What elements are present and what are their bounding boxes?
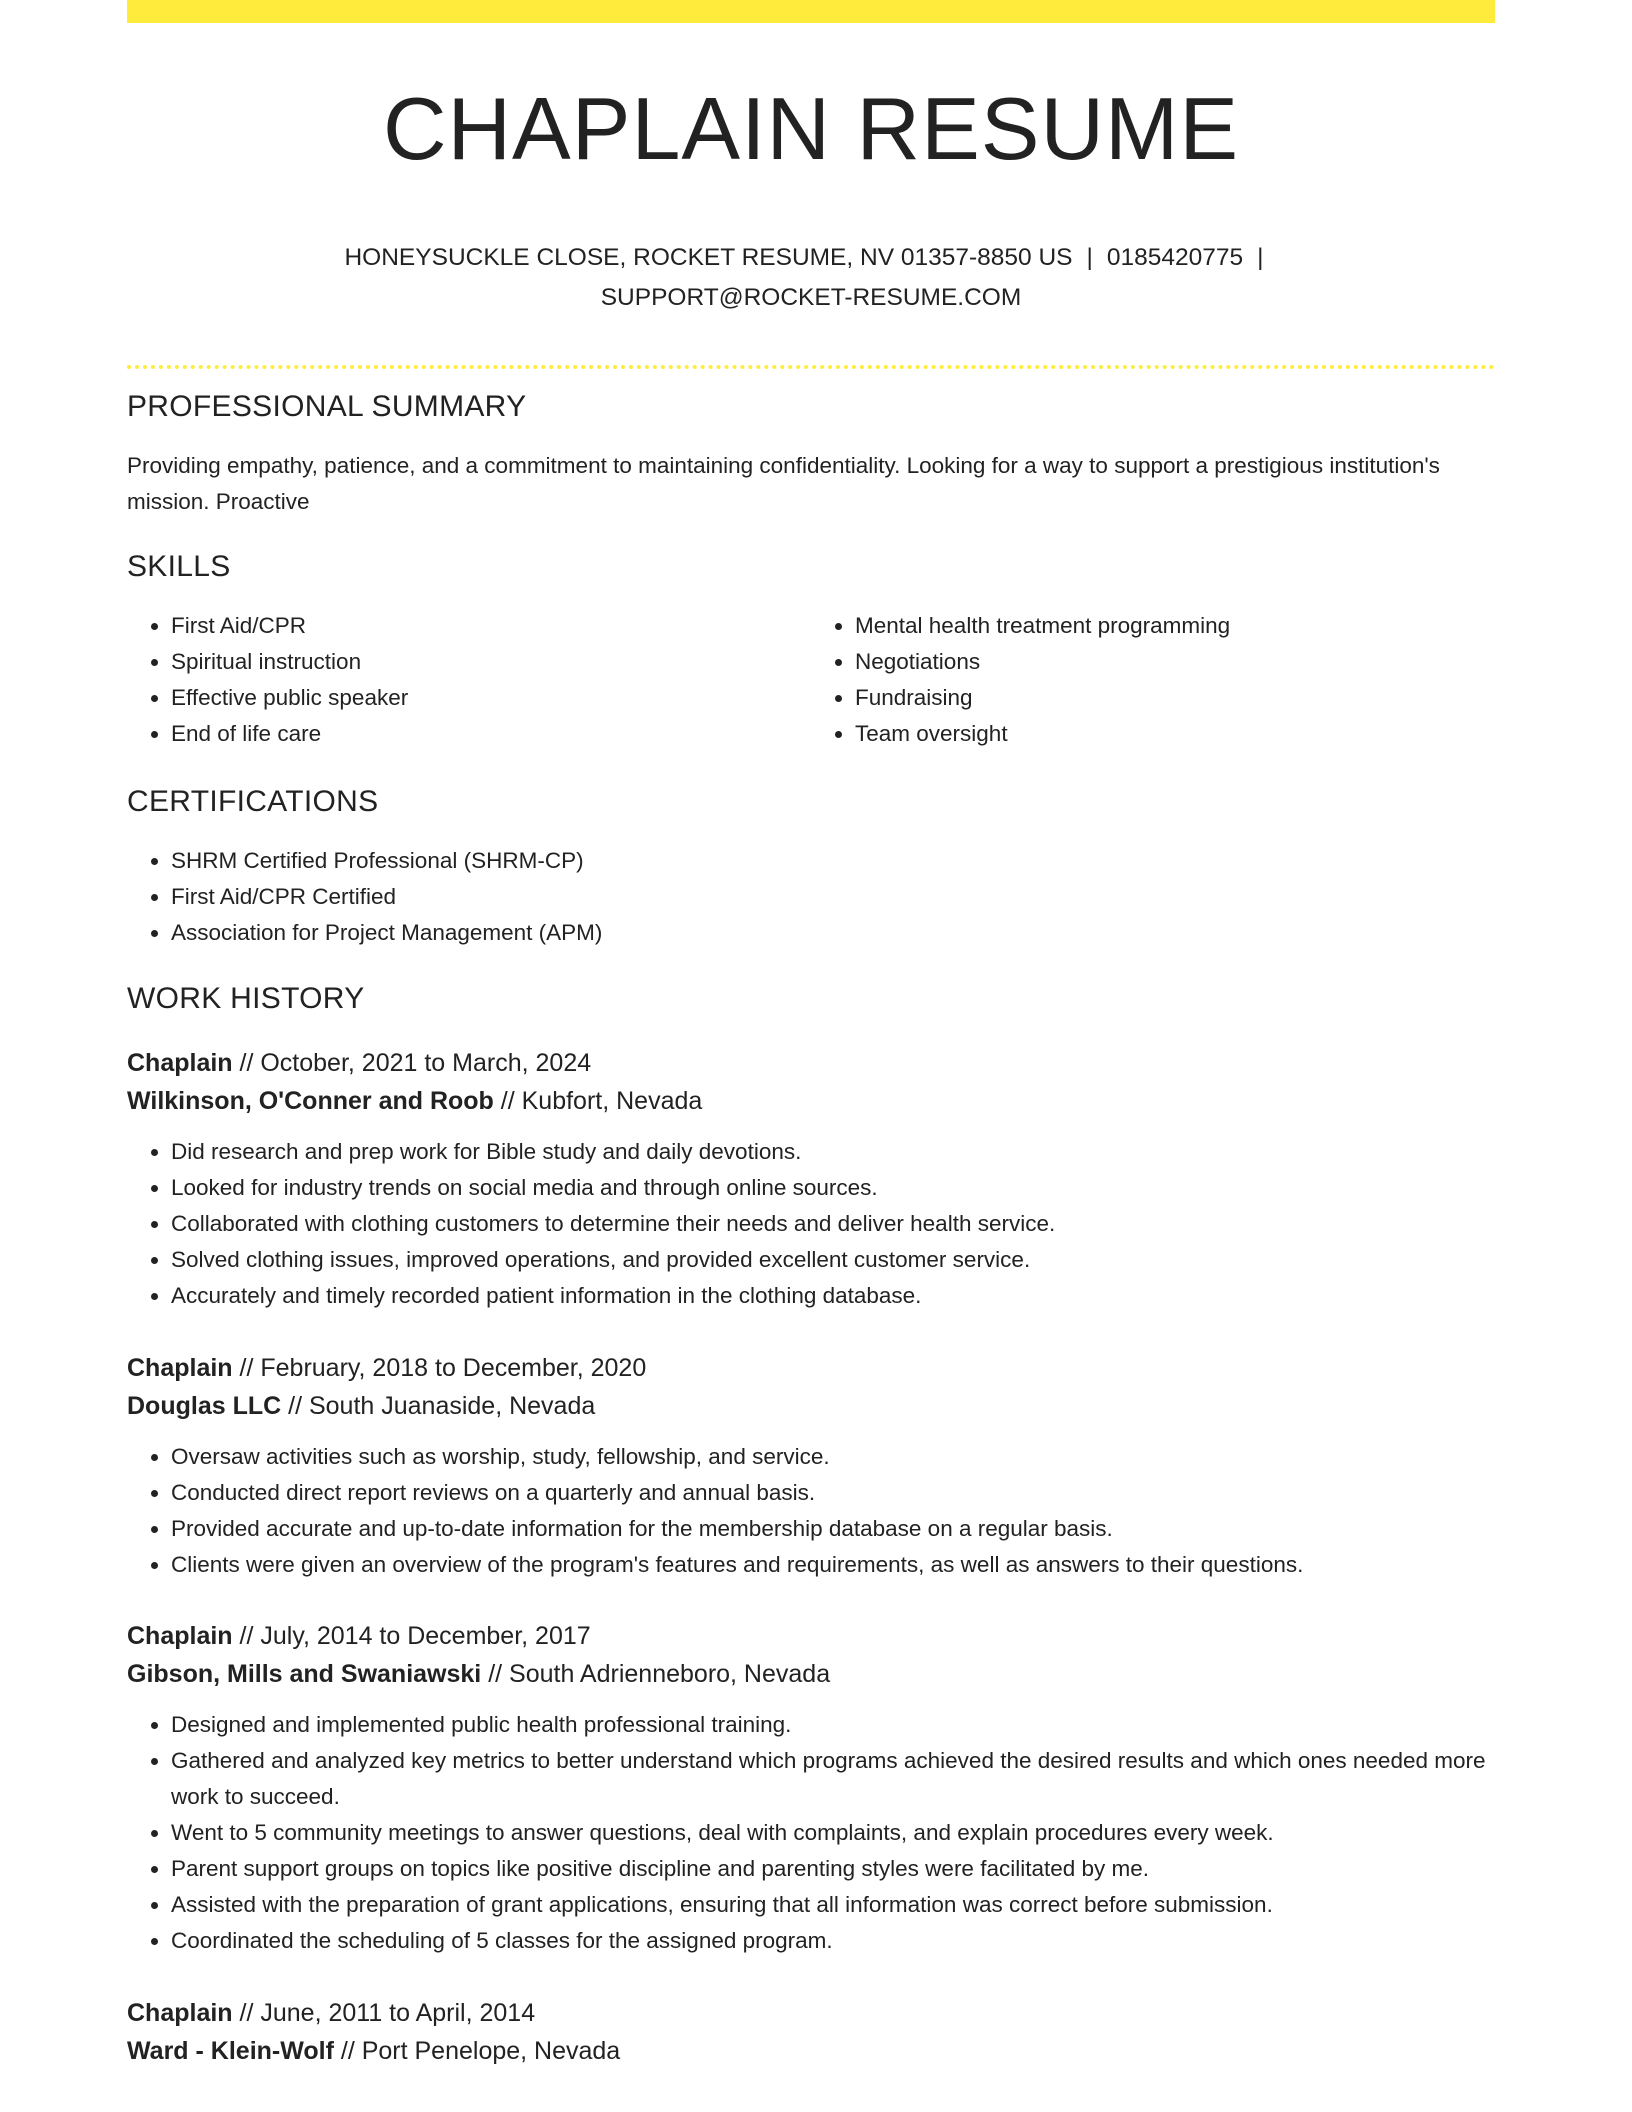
- job-dates: // July, 2014 to December, 2017: [232, 1622, 591, 1650]
- job-entry: [127, 1617, 1495, 1959]
- job-employer: Wilkinson, O'Conner and Roob: [127, 1087, 494, 1115]
- job-duty: • Designed and implemented public health professional training.: [171, 1707, 1495, 1743]
- job-entry: [127, 1044, 1495, 1314]
- contact-email: SUPPORT@ROCKET-RESUME.COM: [600, 283, 1022, 311]
- job-title-line: [127, 1349, 1495, 1387]
- job-duty: • Solved clothing issues, improved operations, and provided excellent customer service.: [171, 1242, 1495, 1278]
- certifications-section: [127, 785, 1495, 951]
- skills-list-left: [127, 608, 811, 752]
- accent-top-bar: [127, 0, 1495, 23]
- job-duties-list: [127, 1707, 1495, 1959]
- resume-page: [127, 0, 1495, 2065]
- contact-separator: |: [1086, 243, 1093, 271]
- skills-section: [127, 550, 1495, 752]
- job-employer-line: [127, 1655, 1495, 1693]
- certifications-list: [127, 843, 1495, 951]
- certifications-heading: CERTIFICATIONS: [127, 785, 379, 818]
- job-duty: • Assisted with the preparation of grant applications, ensuring that all information was correct before submission.: [171, 1887, 1495, 1923]
- job-duty: • Looked for industry trends on social media and through online sources.: [171, 1170, 1495, 1206]
- certification-item: • SHRM Certified Professional (SHRM-CP): [171, 843, 1495, 879]
- job-location: // Kubfort, Nevada: [493, 1087, 703, 1115]
- certification-item: • Association for Project Management (APM): [171, 915, 1495, 951]
- job-employer: Gibson, Mills and Swaniawski: [127, 1660, 482, 1688]
- skill-item: • Effective public speaker: [171, 680, 811, 716]
- job-entry: [127, 1994, 1495, 2070]
- job-title: Chaplain: [127, 1999, 233, 2027]
- skill-item: • End of life care: [171, 716, 811, 752]
- job-employer-line: [127, 1082, 1495, 1120]
- job-dates: // February, 2018 to December, 2020: [232, 1354, 647, 1382]
- summary-section: [127, 390, 1495, 520]
- summary-text: Providing empathy, patience, and a commitment to maintaining confidentiality. Looking for a way to support a prestigious institution's mission. Proactive: [127, 453, 1440, 514]
- contact-address: HONEYSUCKLE CLOSE, ROCKET RESUME, NV 01357-8850 US: [344, 243, 1073, 271]
- job-duty: • Did research and prep work for Bible study and daily devotions.: [171, 1134, 1495, 1170]
- job-employer: Ward - Klein-Wolf: [127, 2037, 334, 2065]
- work-history-section: [127, 982, 1495, 1016]
- job-title-line: [127, 1994, 1495, 2032]
- job-duty: • Parent support groups on topics like positive discipline and parenting styles were facilitated by me.: [171, 1851, 1495, 1887]
- job-dates: // June, 2011 to April, 2014: [232, 1999, 536, 2027]
- contact-info: [127, 238, 1495, 318]
- contact-separator: |: [1257, 243, 1264, 271]
- job-title: Chaplain: [127, 1622, 233, 1650]
- skill-item: • Team oversight: [855, 716, 1495, 752]
- skill-item: • Negotiations: [855, 644, 1495, 680]
- job-location: // South Juanaside, Nevada: [281, 1392, 596, 1420]
- job-title-line: [127, 1044, 1495, 1082]
- dotted-divider: [127, 365, 1495, 369]
- work-history-heading: WORK HISTORY: [127, 982, 365, 1015]
- job-title-line: [127, 1617, 1495, 1655]
- skills-list-right: [811, 608, 1495, 752]
- job-duty: • Accurately and timely recorded patient information in the clothing database.: [171, 1278, 1495, 1314]
- job-duties-list: [127, 1134, 1495, 1314]
- job-duty: • Clients were given an overview of the program's features and requirements, as well as answers to their questions.: [171, 1547, 1495, 1583]
- job-employer-line: [127, 1387, 1495, 1425]
- job-duty: • Gathered and analyzed key metrics to better understand which programs achieved the desired results and which ones needed more work to succeed.: [171, 1743, 1495, 1815]
- skill-item: • First Aid/CPR: [171, 608, 811, 644]
- skill-item: • Spiritual instruction: [171, 644, 811, 680]
- contact-phone: 0185420775: [1106, 243, 1244, 271]
- job-location: // Port Penelope, Nevada: [333, 2037, 621, 2065]
- job-duty: • Oversaw activities such as worship, study, fellowship, and service.: [171, 1439, 1495, 1475]
- skills-heading: SKILLS: [127, 550, 231, 583]
- job-duty: • Provided accurate and up-to-date information for the membership database on a regular basis.: [171, 1511, 1495, 1547]
- page-title: CHAPLAIN RESUME: [382, 79, 1240, 178]
- job-duty: • Collaborated with clothing customers to determine their needs and deliver health service.: [171, 1206, 1495, 1242]
- job-title: Chaplain: [127, 1354, 233, 1382]
- job-entry: [127, 1349, 1495, 1583]
- job-duties-list: [127, 1439, 1495, 1583]
- job-duty: • Coordinated the scheduling of 5 classes for the assigned program.: [171, 1923, 1495, 1959]
- skill-item: • Fundraising: [855, 680, 1495, 716]
- skill-item: • Mental health treatment programming: [855, 608, 1495, 644]
- job-duty: • Conducted direct report reviews on a quarterly and annual basis.: [171, 1475, 1495, 1511]
- job-employer-line: [127, 2032, 1495, 2070]
- job-title: Chaplain: [127, 1049, 233, 1077]
- job-dates: // October, 2021 to March, 2024: [232, 1049, 592, 1077]
- job-duty: • Went to 5 community meetings to answer questions, deal with complaints, and explain procedures every week.: [171, 1815, 1495, 1851]
- certification-item: • First Aid/CPR Certified: [171, 879, 1495, 915]
- skills-columns: [127, 608, 1495, 752]
- job-location: // South Adrienneboro, Nevada: [481, 1660, 831, 1688]
- job-employer: Douglas LLC: [127, 1392, 282, 1420]
- summary-heading: PROFESSIONAL SUMMARY: [127, 390, 527, 423]
